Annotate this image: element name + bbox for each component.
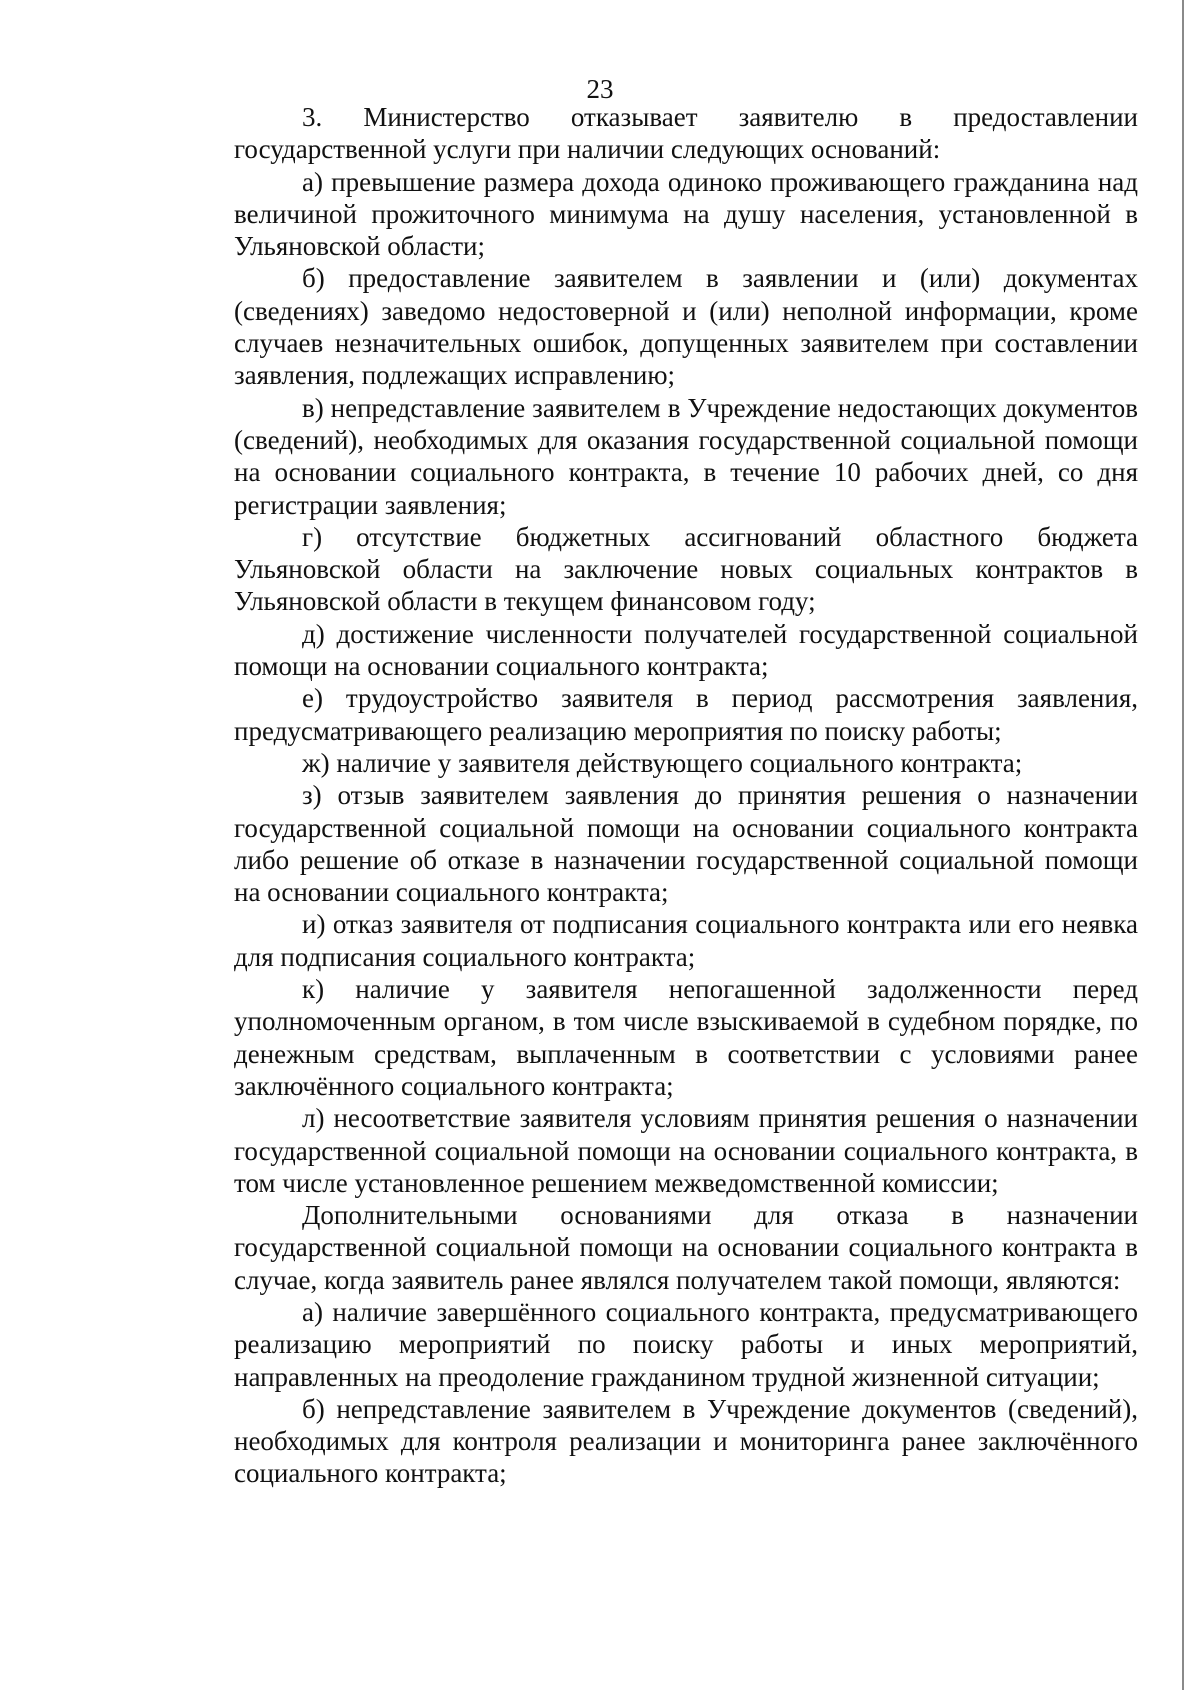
- paragraph-item-e: е) трудоустройство заявителя в период рассмотрения заявления, предусматривающего реализацию мероприятия по поиску работы;: [234, 683, 1138, 746]
- paragraph-item-b: б) предоставление заявителем в заявлении и (или) документах (сведениях) заведомо недостоверной и (или) неполной информации, кроме случаев незначительных ошибок, допущенных заявителем при составлении заявления, подлежащих исправлению;: [234, 263, 1138, 391]
- paragraph-additional-item-a: а) наличие завершённого социального контракта, предусматривающего реализацию мероприятий по поиску работы и иных мероприятий, направленных на преодоление гражданином трудной жизненной ситуации;: [234, 1296, 1138, 1392]
- paragraph-item-i: и) отказ заявителя от подписания социального контракта или его неявка для подписания социального контракта;: [234, 909, 1138, 972]
- paragraph-item-g: г) отсутствие бюджетных ассигнований областного бюджета Ульяновской области на заключение новых социальных контрактов в Ульяновской области в текущем финансовом году;: [234, 521, 1138, 617]
- paragraph-item-z: з) отзыв заявителем заявления до принятия решения о назначении государственной социальной помощи на основании социального контракта либо решение об отказе в назначении государственной социальной помощи на основании социального контракта;: [234, 780, 1138, 908]
- paragraph-item-k: к) наличие у заявителя непогашенной задолженности перед уполномоченным органом, в том числе взыскиваемой в судебном порядке, по денежным средствам, выплаченным в соответствии с условиями ранее заключённого социального контракта;: [234, 974, 1138, 1101]
- paragraph-additional-grounds: Дополнительными основаниями для отказа в назначении государственной социальной помощи на основании социального контракта в случае, когда заявитель ранее являлся получателем такой помощи, являются:: [234, 1200, 1138, 1295]
- paragraph-item-v: в) непредставление заявителем в Учреждение недостающих документов (сведений), необходимых для оказания государственной социальной помощи на основании социального контракта, в течение 10 рабочих дней, со дня регистрации заявления;: [234, 392, 1138, 520]
- paragraph-item-d: д) достижение численности получателей государственной социальной помощи на основании социального контракта;: [234, 618, 1138, 682]
- paragraph-item-l: л) несоответствие заявителя условиям принятия решения о назначении государственной социальной помощи на основании социального контракта, в том числе установленное решением межведомственной комиссии;: [234, 1103, 1138, 1198]
- paragraph-item-a: а) превышение размера дохода одиноко проживающего гражданина над величиной прожиточного минимума на душу населения, установленной в Ульяновской области;: [234, 166, 1138, 262]
- page-number: 23: [586, 74, 614, 104]
- document-body: [234, 101, 1138, 1490]
- paragraph-additional-item-b: б) непредставление заявителем в Учреждение документов (сведений), необходимых для контроля реализации и мониторинга ранее заключённого социального контракта;: [234, 1393, 1138, 1489]
- paragraph-intro: 3. Министерство отказывает заявителю в предоставлении государственной услуги при наличии следующих оснований:: [234, 102, 1138, 165]
- paragraph-item-zh: ж) наличие у заявителя действующего социального контракта;: [302, 747, 1023, 778]
- page-edge-line: [1182, 0, 1184, 1690]
